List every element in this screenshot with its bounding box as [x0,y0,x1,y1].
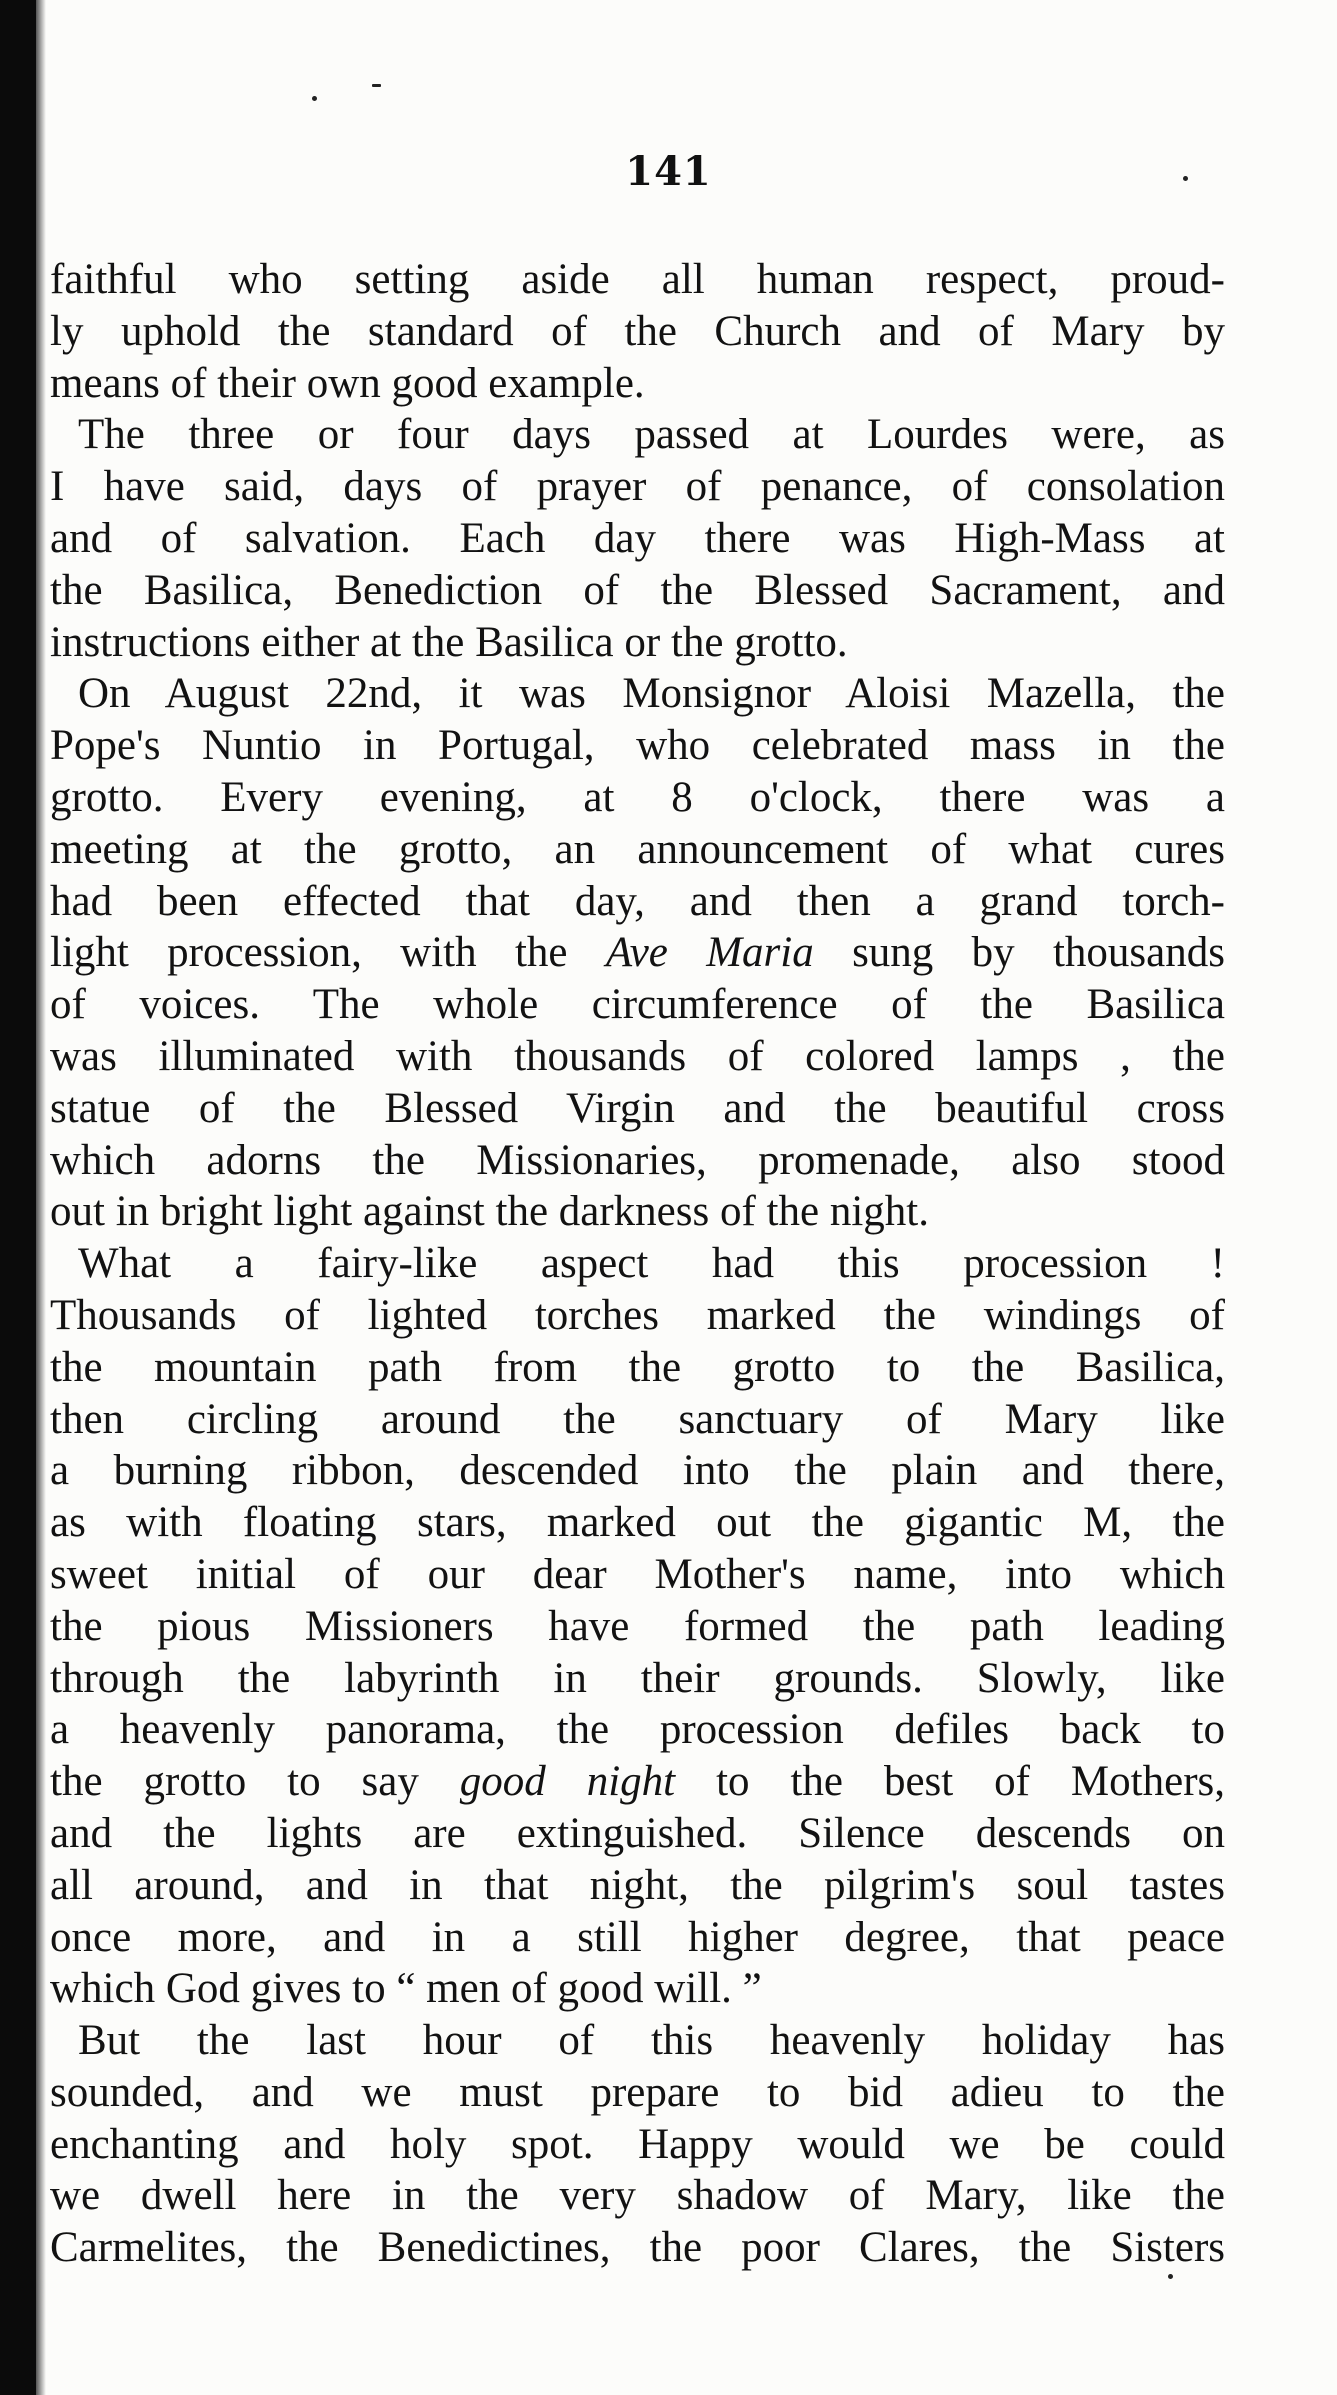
body-text [50,254,1225,2274]
text-run: the grotto to say [50,1758,460,1806]
text-run: sung by thousands [813,929,1225,977]
text-line: faithful who setting aside all human respect, proud- [50,256,1225,303]
text-line: enchanting and holy spot. Happy would we be could [50,2120,1225,2168]
text-line: ly uphold the standard of the Church and of Mary by [50,307,1225,355]
binding-shadow [36,0,46,2395]
text-line: instructions either at the Basilica or the grotto. [50,618,848,666]
text-line: means of their own good example. [50,359,645,407]
text-run: light procession, with the [50,929,606,977]
text-line: once more, and in a still higher degree, that peace [50,1913,1225,1961]
text-line: of voices. The whole circumference of the Basilica [50,981,1225,1029]
text-line: a heavenly panorama, the procession defiles back to [50,1706,1225,1754]
text-run: to the best of Mothers, [675,1758,1225,1806]
text-line: and the lights are extinguished. Silence descends on [50,1809,1225,1857]
text-line [50,1756,1225,1808]
text-line: The three or four days passed at Lourdes were, as [78,411,1225,459]
text-line: all around, and in that night, the pilgrim's soul tastes [50,1861,1225,1909]
text-line: What a fairy-like aspect had this procession ! [78,1240,1225,1288]
text-line: meeting at the grotto, an announcement of what cures [50,825,1225,873]
print-speck [312,96,317,101]
text-line: sweet initial of our dear Mother's name, into which [50,1550,1225,1598]
text-line: had been effected that day, and then a grand torch- [50,877,1225,925]
text-line: grotto. Every evening, at 8 o'clock, there was a [50,773,1225,821]
text-line: the Basilica, Benediction of the Blessed Sacrament, and [50,566,1225,614]
text-line: sounded, and we must prepare to bid adieu to the [50,2068,1225,2116]
text-line: statue of the Blessed Virgin and the beautiful cross [50,1084,1225,1132]
text-line: Carmelites, the Benedictines, the poor Clares, the Sisters [50,2224,1225,2272]
italic-phrase: Ave Maria [605,929,814,977]
text-line: which adorns the Missionaries, promenade, also stood [50,1136,1225,1184]
text-line: as with floating stars, marked out the gigantic M, the [50,1499,1225,1547]
text-line: But the last hour of this heavenly holiday has [78,2017,1225,2065]
text-line: and of salvation. Each day there was High-Mass at [50,514,1225,562]
print-speck [372,84,381,87]
page-binding-edge [0,0,36,2395]
text-line: Thousands of lighted torches marked the windings of [50,1291,1225,1339]
text-line: Pope's Nuntio in Portugal, who celebrated mass in the [50,722,1225,770]
text-line: which God gives to “ men of good will. ” [50,1965,762,2013]
text-line: then circling around the sanctuary of Mary like [50,1395,1225,1443]
text-line: through the labyrinth in their grounds. Slowly, like [50,1654,1225,1702]
italic-phrase: good night [459,1758,676,1806]
text-line: the mountain path from the grotto to the Basilica, [50,1343,1225,1391]
text-line: out in bright light against the darkness of the night. [50,1188,929,1236]
text-line: was illuminated with thousands of colored lamps , the [50,1032,1225,1080]
text-line: the pious Missioners have formed the path leading [50,1602,1225,1650]
text-line [50,927,1225,979]
text-line: On August 22nd, it was Monsignor Aloisi Mazella, the [78,670,1225,718]
text-line: a burning ribbon, descended into the plain and there, [50,1447,1225,1495]
print-speck [1168,2274,1173,2279]
page-number: 141 [625,148,712,195]
text-line: we dwell here in the very shadow of Mary, like the [50,2172,1225,2220]
text-line: I have said, days of prayer of penance, of consolation [50,463,1225,511]
